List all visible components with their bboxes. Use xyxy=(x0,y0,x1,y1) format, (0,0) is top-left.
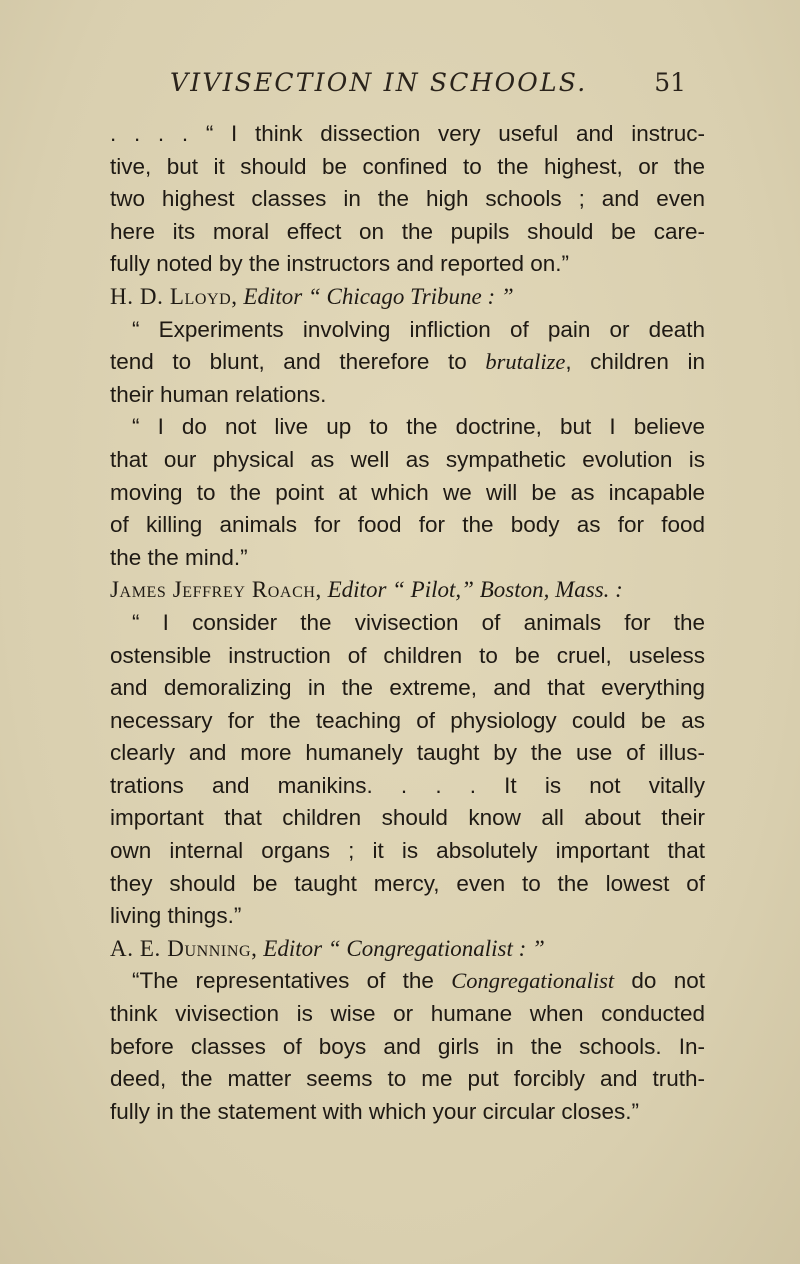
text-segment: do not xyxy=(631,968,705,994)
text-line xyxy=(110,346,705,379)
text-line: and demoralizing in the extreme, and that everything xyxy=(110,675,705,701)
text-line: living things.” xyxy=(110,903,242,929)
text-italic-segment: brutalize xyxy=(485,349,566,375)
text-segment: “The representatives of the xyxy=(132,968,434,994)
text-line: necessary for the teaching of physiology could be as xyxy=(110,707,705,733)
attribution-name: A. E. Dunning, xyxy=(110,935,258,961)
attribution-line xyxy=(110,281,705,314)
running-title: VIVISECTION IN SCHOOLS. xyxy=(170,68,588,97)
text-line: “ I consider the vivisection of animals for the xyxy=(132,609,705,635)
attribution-role: Editor xyxy=(243,283,303,309)
text-line: fully in the statement with which your circular closes.” xyxy=(110,1098,639,1124)
text-line: clearly and more humanely taught by the use of illus- xyxy=(110,740,705,766)
text-line: fully noted by the instructors and reported on.” xyxy=(110,251,570,277)
attribution-paper: “ Congregationalist : ” xyxy=(327,935,545,961)
page-header xyxy=(170,68,690,108)
text-line xyxy=(110,965,705,998)
attribution-name: James Jeffrey Roach, xyxy=(110,577,322,603)
text-line: “ I do not live up to the doctrine, but I believe xyxy=(132,414,705,440)
text-line: they should be taught mercy, even to the lowest of xyxy=(110,870,705,896)
attribution-role: Editor xyxy=(263,935,323,961)
text-line: moving to the point at which we will be as incapable xyxy=(110,479,705,505)
body-text xyxy=(110,118,705,1128)
text-line: that our physical as well as sympathetic evolution is xyxy=(110,446,705,472)
attribution-name: H. D. Lloyd, xyxy=(110,283,238,309)
text-line: two highest classes in the high schools ; and even xyxy=(110,186,705,212)
text-line: their human relations. xyxy=(110,381,327,407)
attribution-place: Boston, Mass. : xyxy=(479,577,623,603)
page-number: 51 xyxy=(654,68,686,97)
text-line: “ Experiments involving infliction of pain or death xyxy=(132,316,705,342)
text-line: own internal organs ; it is absolutely important that xyxy=(110,838,705,864)
text-line: tive, but it should be confined to the highest, or the xyxy=(110,153,705,179)
text-line: here its moral effect on the pupils should be care- xyxy=(110,218,705,244)
text-line: think vivisection is wise or humane when conducted xyxy=(110,1001,705,1027)
attribution-line xyxy=(110,933,705,966)
attribution-paper: “ Pilot,” xyxy=(392,577,474,603)
attribution-paper: “ Chicago Tribune : ” xyxy=(307,283,514,309)
text-line: deed, the matter seems to me put forcibly and truth- xyxy=(110,1066,705,1092)
text-segment: tend to blunt, and therefore to xyxy=(110,349,467,375)
text-line: the the mind.” xyxy=(110,544,248,570)
text-line: before classes of boys and girls in the schools. In- xyxy=(110,1033,705,1059)
attribution-role: Editor xyxy=(327,577,387,603)
text-line: ostensible instruction of children to be cruel, useless xyxy=(110,642,705,668)
text-line: important that children should know all about their xyxy=(110,805,705,831)
text-line: . . . . “ I think dissection very useful and instruc- xyxy=(110,121,705,146)
text-segment: , children in xyxy=(565,349,705,375)
attribution-line xyxy=(110,574,705,607)
text-italic-segment: Congregationalist xyxy=(451,968,615,994)
text-line: trations and manikins. . . . It is not vitally xyxy=(110,772,705,798)
text-line: of killing animals for food for the body as for food xyxy=(110,512,705,538)
